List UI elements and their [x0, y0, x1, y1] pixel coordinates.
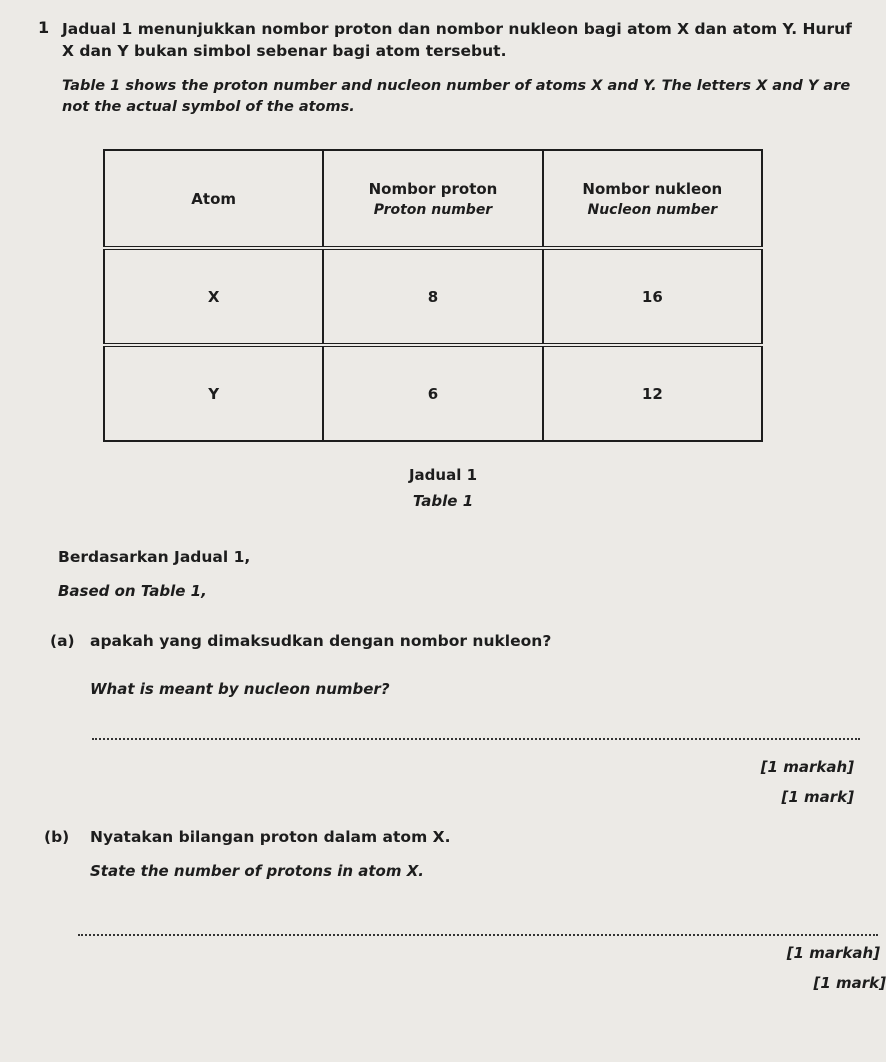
- cell-proton: 8: [323, 248, 542, 345]
- header-nucleon-number: [543, 150, 762, 248]
- stem-english: Based on Table 1,: [58, 582, 207, 600]
- part-b-label: (b): [44, 828, 70, 846]
- part-b-question-english: State the number of protons in atom X.: [90, 862, 424, 880]
- part-a-marks-malay: [1 markah]: [760, 758, 854, 776]
- part-a-question-english: What is meant by nucleon number?: [90, 680, 390, 698]
- header-proton-en: Proton number: [373, 201, 493, 218]
- part-a-answer-line[interactable]: [92, 738, 860, 740]
- part-b-marks-malay: [1 markah]: [786, 944, 880, 962]
- part-a-marks-english: [1 mark]: [781, 788, 854, 806]
- cell-atom: X: [104, 248, 323, 345]
- table-row: [104, 345, 762, 441]
- part-a-question-malay: apakah yang dimaksudkan dengan nombor nukleon?: [90, 632, 552, 650]
- header-proton-number: [323, 150, 542, 248]
- header-nucleon-ms: Nombor nukleon: [582, 179, 723, 198]
- cell-nucleon: 12: [543, 345, 762, 441]
- atom-data-table: [103, 149, 763, 442]
- part-b-answer-line[interactable]: [78, 934, 878, 936]
- part-b-marks-english: [1 mark]: [813, 974, 886, 992]
- question-number: 1: [38, 18, 50, 37]
- header-nucleon-en: Nucleon number: [587, 201, 718, 218]
- cell-proton: 6: [323, 345, 542, 441]
- part-a-label: (a): [50, 632, 75, 650]
- table-caption-malay: Jadual 1: [408, 466, 478, 484]
- stem-malay: Berdasarkan Jadual 1,: [58, 548, 251, 566]
- part-b-question-malay: Nyatakan bilangan proton dalam atom X.: [90, 828, 451, 846]
- cell-nucleon: 16: [543, 248, 762, 345]
- table-row: [104, 248, 762, 345]
- table-header-row: [104, 150, 762, 248]
- header-atom: [104, 150, 323, 248]
- cell-atom: Y: [104, 345, 323, 441]
- question-intro-malay: Jadual 1 menunjukkan nombor proton dan nombor nukleon bagi atom X dan atom Y. Huruf X dan Y bukan simbol sebenar bagi atom tersebut.: [62, 20, 852, 60]
- header-atom-label: Atom: [191, 189, 237, 208]
- header-proton-ms: Nombor proton: [368, 179, 498, 198]
- question-intro-english: Table 1 shows the proton number and nucleon number of atoms X and Y. The letters X and Y are not the actual symbol of the atoms.: [62, 78, 851, 115]
- table-caption-english: Table 1: [412, 492, 474, 510]
